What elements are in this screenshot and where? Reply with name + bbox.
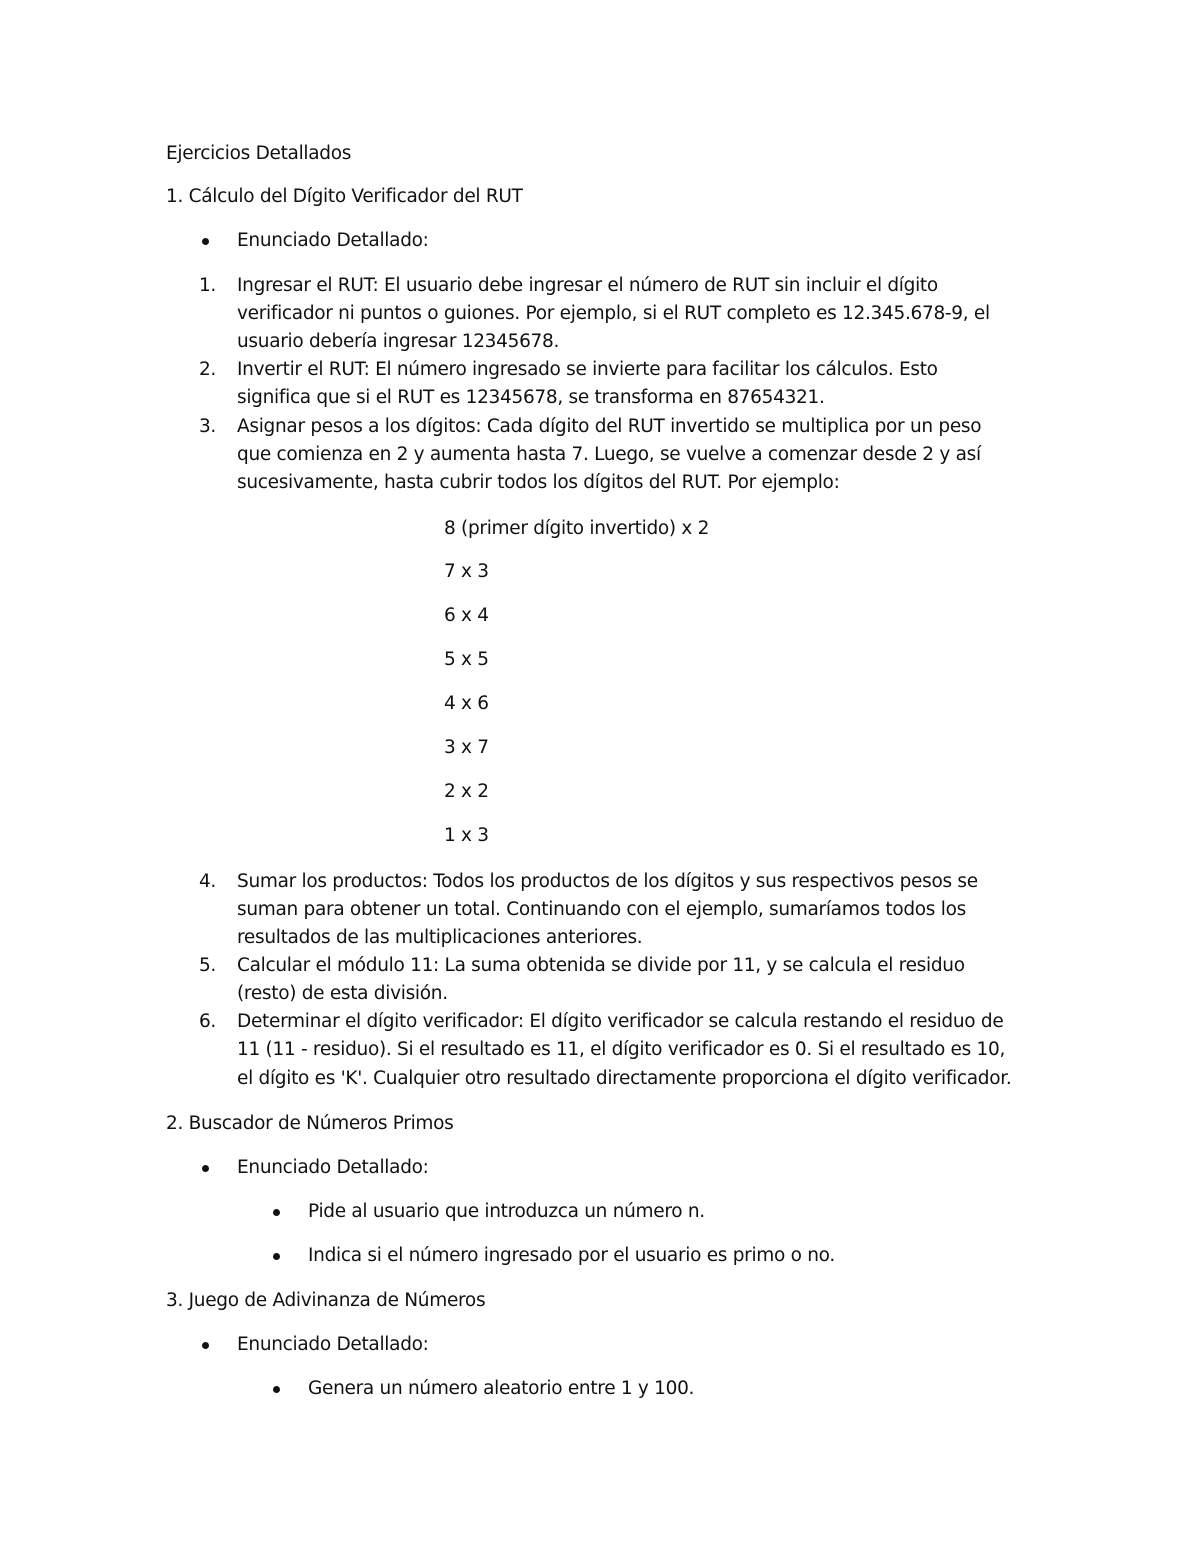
step-text-line: suman para obtener un total. Continuando con el ejemplo, sumaríamos todos los	[237, 899, 966, 920]
bullet-dot-icon	[273, 1209, 280, 1216]
step-number: 2.	[198, 359, 216, 380]
sub-item: Indica si el número ingresado por el usuario es primo o no.	[308, 1245, 835, 1266]
section-3-heading: 3. Juego de Adivinanza de Números	[166, 1290, 486, 1311]
step-text-line: sucesivamente, hasta cubrir todos los dígitos del RUT. Por ejemplo:	[237, 472, 840, 493]
bullet-dot-icon	[273, 1386, 280, 1393]
product-line: 7 x 3	[444, 561, 489, 582]
product-line: 2 x 2	[444, 781, 489, 802]
step-text-line: Calcular el módulo 11: La suma obtenida se divide por 11, y se calcula el residuo	[237, 955, 965, 976]
bullet-dot-icon	[273, 1253, 280, 1260]
product-line: 3 x 7	[444, 737, 489, 758]
step-text-line: 11 (11 - residuo). Si el resultado es 11, el dígito verificador es 0. Si el resultado es 10,	[237, 1039, 1006, 1060]
step-number: 1.	[198, 275, 216, 296]
section-2-heading: 2. Buscador de Números Primos	[166, 1113, 454, 1134]
sub-item: Pide al usuario que introduzca un número n.	[308, 1201, 705, 1222]
section-2-bullet: Enunciado Detallado:	[237, 1157, 429, 1178]
step-text-line: (resto) de esta división.	[237, 983, 448, 1004]
section-1-bullet: Enunciado Detallado:	[237, 230, 429, 251]
step-number: 4.	[198, 871, 216, 892]
step-text-line: Asignar pesos a los dígitos: Cada dígito del RUT invertido se multiplica por un peso	[237, 416, 982, 437]
document-title: Ejercicios Detallados	[166, 143, 352, 164]
sub-item: Genera un número aleatorio entre 1 y 100.	[308, 1378, 695, 1399]
step-text-line: verificador ni puntos o guiones. Por ejemplo, si el RUT completo es 12.345.678-9, el	[237, 303, 990, 324]
step-number: 3.	[198, 416, 216, 437]
section-1-heading: 1. Cálculo del Dígito Verificador del RUT	[166, 186, 523, 207]
step-text-line: significa que si el RUT es 12345678, se transforma en 87654321.	[237, 387, 825, 408]
product-line: 8 (primer dígito invertido) x 2	[444, 518, 710, 539]
product-line: 1 x 3	[444, 825, 489, 846]
step-text-line: que comienza en 2 y aumenta hasta 7. Luego, se vuelve a comenzar desde 2 y así	[237, 444, 981, 465]
section-3-bullet: Enunciado Detallado:	[237, 1334, 429, 1355]
product-line: 4 x 6	[444, 693, 489, 714]
step-number: 6.	[198, 1011, 216, 1032]
bullet-dot-icon	[202, 1165, 209, 1172]
step-text-line: resultados de las multiplicaciones anteriores.	[237, 927, 643, 948]
step-number: 5.	[198, 955, 216, 976]
bullet-dot-icon	[202, 238, 209, 245]
product-line: 6 x 4	[444, 605, 489, 626]
step-text-line: usuario debería ingresar 12345678.	[237, 331, 560, 352]
step-text-line: Determinar el dígito verificador: El dígito verificador se calcula restando el residuo de	[237, 1011, 1004, 1032]
step-text-line: Sumar los productos: Todos los productos de los dígitos y sus respectivos pesos se	[237, 871, 978, 892]
step-text-line: Ingresar el RUT: El usuario debe ingresar el número de RUT sin incluir el dígito	[237, 275, 938, 296]
step-text-line: Invertir el RUT: El número ingresado se invierte para facilitar los cálculos. Esto	[237, 359, 938, 380]
bullet-dot-icon	[202, 1342, 209, 1349]
step-text-line: el dígito es 'K'. Cualquier otro resultado directamente proporciona el dígito verificador.	[237, 1068, 1012, 1089]
product-line: 5 x 5	[444, 649, 489, 670]
